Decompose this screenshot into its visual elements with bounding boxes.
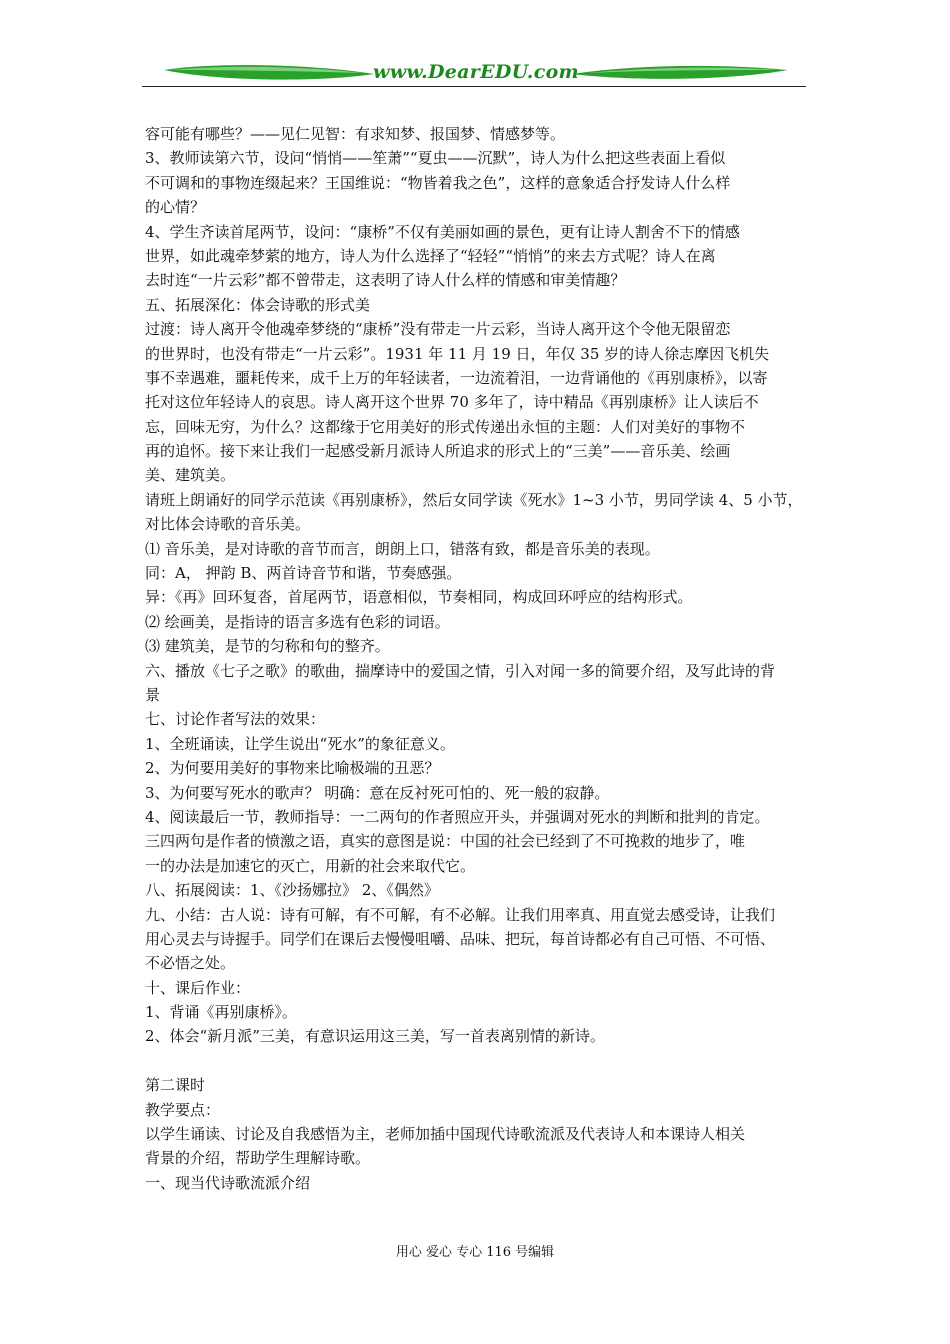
text-line: 不可调和的事物连缀起来？王国维说：“物皆着我之色”，这样的意象适合抒发诗人什么样 <box>145 173 731 192</box>
text-line: 以学生诵读、讨论及自我感悟为主，老师加插中国现代诗歌流派及代表诗人和本课诗人相关 <box>145 1125 746 1144</box>
text-line: 对比体会诗歌的音乐美。 <box>145 515 311 534</box>
text-line: 4、阅读最后一节，教师指导：一二两句的作者照应开头，并强调对死水的判断和批判的肯定。 <box>145 807 770 826</box>
text-line: 忘，回味无穷，为什么？这都缘于它用美好的形式传递出永恒的主题：人们对美好的事物不 <box>145 417 746 436</box>
text-line: 3、教师读第六节，设问“悄悄——笙萧”“夏虫——沉默”，诗人为什么把这些表面上看似 <box>145 149 726 168</box>
text-line: 一的办法是加速它的灭亡，用新的社会来取代它。 <box>145 856 476 875</box>
text-line: 请班上朗诵好的同学示范读《再别康桥》，然后女同学读《死水》1~3 小节，男同学读 4、5 小节， <box>145 490 803 509</box>
text-line: 1、背诵《再别康桥》。 <box>145 1003 298 1022</box>
text-line: 异：《再》回环复沓，首尾两节，语意相似，节奏相同，构成回环呼应的结构形式。 <box>145 588 693 607</box>
text-line: 十、课后作业： <box>145 978 251 997</box>
text-line: 托对这位年轻诗人的哀思。诗人离开这个世界 70 多年了，诗中精品《再别康桥》让人读后不 <box>145 393 759 412</box>
text-line: 容可能有哪些？——见仁见智：有求知梦、报国梦、情感梦等。 <box>145 125 566 143</box>
text-line: 2、为何要用美好的事物来比喻极端的丑恶？ <box>145 759 440 778</box>
text-line: 一、现当代诗歌流派介绍 <box>145 1173 311 1192</box>
text-line: ⑴ 音乐美，是对诗歌的音节而言，朗朗上口，错落有致，都是音乐美的表现。 <box>145 539 660 558</box>
text-line: 用心灵去与诗握手。同学们在课后去慢慢咀嚼、品味、把玩，每首诗都必有自己可悟、不可悟、 <box>145 929 776 948</box>
text-line: 六、播放《七子之歌》的歌曲，揣摩诗中的爱国之情，引入对闻一多的简要介绍，及写此诗的背 <box>145 661 776 680</box>
page-footer: 用心 爱心 专心 116 号编辑 <box>395 1245 555 1260</box>
text-line: 景 <box>145 685 161 704</box>
text-line: 同：A， 押韵 B、两首诗音节和谐，节奏感强。 <box>145 564 462 583</box>
site-logo-text[interactable]: www.DearEDU.com <box>373 61 579 83</box>
text-line: 教学要点： <box>145 1100 221 1119</box>
text-line: 七、讨论作者写法的效果： <box>145 710 326 729</box>
text-line: 八、拓展阅读：1、《沙扬娜拉》 2、《偶然》 <box>145 881 439 900</box>
text-line: 事不幸遇难，噩耗传来，成千上万的年轻读者，一边流着泪，一边背诵他的《再别康桥》，以寄 <box>145 368 768 387</box>
text-line: 第二课时 <box>145 1076 206 1095</box>
text-line: 3、为何要写死水的歌声？ 明确：意在反衬死可怕的、死一般的寂静。 <box>145 783 610 802</box>
text-line: 不必悟之处。 <box>145 954 236 973</box>
text-line: 三四两句是作者的愤激之语，真实的意图是说：中国的社会已经到了不可挽救的地步了，唯 <box>145 832 746 851</box>
text-line: 美、建筑美。 <box>145 466 236 485</box>
document-body <box>145 122 813 1195</box>
text-line: ⑵ 绘画美，是指诗的语言多选有色彩的词语。 <box>145 612 450 631</box>
text-line: 4、学生齐读首尾两节，设问：“康桥”不仅有美丽如画的景色，更有让诗人割舍不下的情感 <box>145 222 740 241</box>
text-line: 五、拓展深化：体会诗歌的形式美 <box>145 295 371 314</box>
text-line: 2、体会“新月派”三美，有意识运用这三美，写一首表离别情的新诗。 <box>145 1027 605 1046</box>
text-line: 世界，如此魂牵梦萦的地方，诗人为什么选择了“轻轻”“悄悄”的来去方式呢？诗人在离 <box>145 246 716 265</box>
text-line: 背景的介绍，帮助学生理解诗歌。 <box>145 1149 371 1168</box>
text-line: 1、全班诵读，让学生说出“死水”的象征意义。 <box>145 734 455 753</box>
text-line: 再的追怀。接下来让我们一起感受新月派诗人所追求的形式上的“三美”——音乐美、绘画 <box>145 442 731 461</box>
page-header <box>142 58 806 90</box>
text-line: ⑶ 建筑美，是节的匀称和句的整齐。 <box>145 637 390 656</box>
text-line: 的世界时，也没有带走“一片云彩”。1931 年 11 月 19 日，年仅 35 岁的诗人徐志摩因飞机失 <box>145 344 770 363</box>
text-line: 过渡：诗人离开令他魂牵梦绕的“康桥”没有带走一片云彩，当诗人离开这个令他无限留恋 <box>145 320 731 339</box>
blank-line <box>145 1049 813 1073</box>
text-line: 九、小结：古人说：诗有可解，有不可解，有不必解。让我们用率真、用直觉去感受诗，让我们 <box>145 905 776 924</box>
text-line: 去时连“一片云彩”都不曾带走，这表明了诗人什么样的情感和审美情趣？ <box>145 271 626 290</box>
text-line: 的心情？ <box>145 198 206 217</box>
header-rule <box>142 86 806 87</box>
